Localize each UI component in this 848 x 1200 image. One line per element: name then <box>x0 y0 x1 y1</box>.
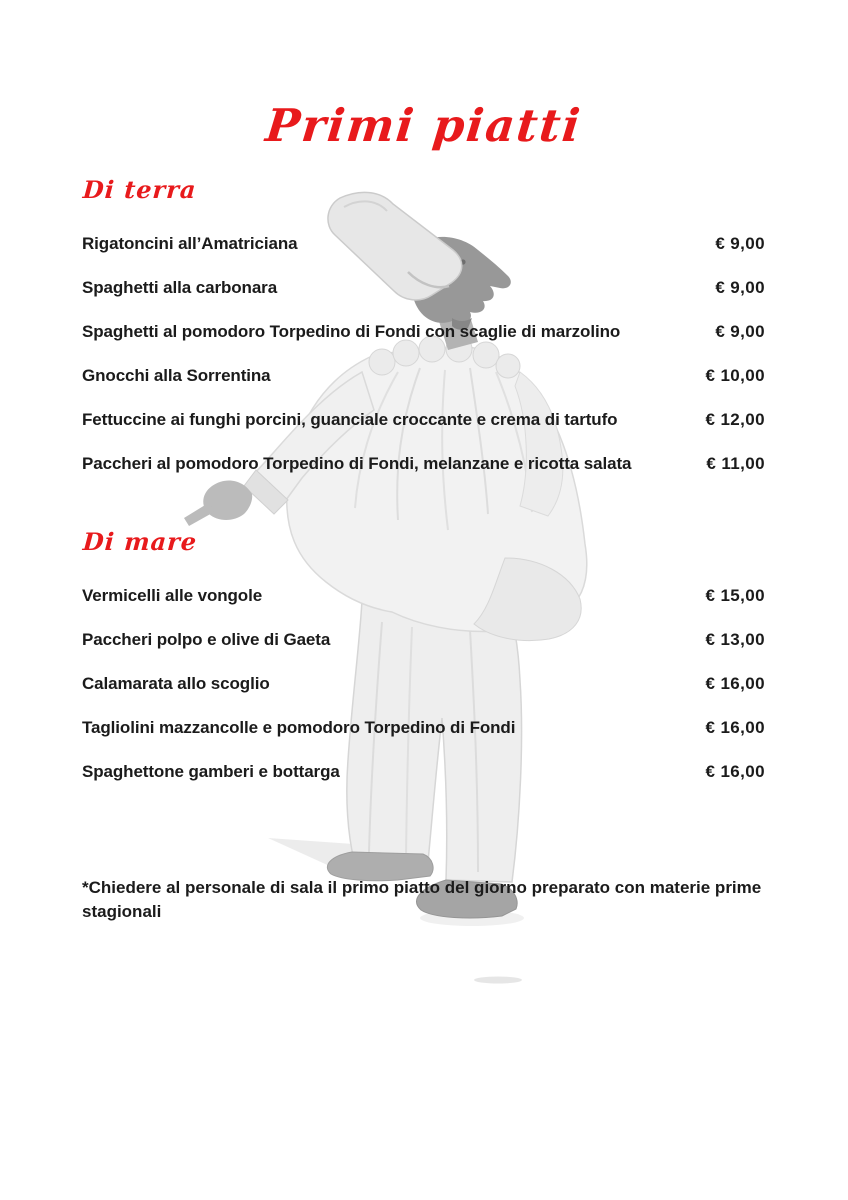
menu-item-row <box>82 366 765 386</box>
section-label-di-terra: Di terra <box>82 175 198 204</box>
menu-item-row <box>82 410 765 430</box>
section-di-mare <box>82 528 765 782</box>
menu-item-name: Spaghetti al pomodoro Torpedino di Fondi con scaglie di marzolino <box>82 322 621 341</box>
menu-item-price: € 13,00 <box>705 630 765 649</box>
section-di-terra <box>82 176 765 474</box>
menu-item-row <box>82 278 765 298</box>
menu-item-name: Spaghetti alla carbonara <box>82 278 278 297</box>
title-wrap <box>82 100 765 152</box>
menu-item-name: Rigatoncini all’Amatriciana <box>82 234 298 253</box>
menu-item-row <box>82 454 765 474</box>
menu-item-name: Calamarata allo scoglio <box>82 674 270 693</box>
footnote-line-2: stagionali <box>82 902 162 921</box>
menu-item-price: € 16,00 <box>705 674 765 693</box>
menu-item-price: € 16,00 <box>705 762 765 781</box>
menu-item-row <box>82 674 765 694</box>
menu-item-name: Tagliolini mazzancolle e pomodoro Torpedino di Fondi <box>82 718 516 737</box>
menu-item-price: € 10,00 <box>705 366 765 385</box>
menu-item-price: € 12,00 <box>705 410 765 429</box>
page-title: Primi piatti <box>263 99 585 152</box>
menu-item-row <box>82 234 765 254</box>
menu-item-name: Vermicelli alle vongole <box>82 586 263 605</box>
menu-item-price: € 16,00 <box>705 718 765 737</box>
footnote <box>82 876 765 924</box>
menu-item-price: € 9,00 <box>715 278 765 297</box>
menu-item-price: € 9,00 <box>715 234 765 253</box>
menu-item-row <box>82 718 765 738</box>
menu-item-row <box>82 762 765 782</box>
section-label-di-mare: Di mare <box>82 527 199 556</box>
menu-item-row <box>82 322 765 342</box>
menu-item-price: € 15,00 <box>705 586 765 605</box>
footnote-line-1: *Chiedere al personale di sala il primo piatto del giorno preparato con materie prime <box>82 878 762 897</box>
menu-item-price: € 9,00 <box>715 322 765 341</box>
menu-item-name: Paccheri al pomodoro Torpedino di Fondi, melanzane e ricotta salata <box>82 454 632 473</box>
menu-list-di-terra <box>82 234 765 474</box>
menu-item-price: € 11,00 <box>706 454 765 473</box>
menu-item-row <box>82 586 765 606</box>
menu-item-name: Fettuccine ai funghi porcini, guanciale croccante e crema di tartufo <box>82 410 618 429</box>
menu-list-di-mare <box>82 586 765 782</box>
menu-item-name: Spaghettone gamberi e bottarga <box>82 762 340 781</box>
menu-item-row <box>82 630 765 650</box>
menu-item-name: Gnocchi alla Sorrentina <box>82 366 271 385</box>
menu-item-name: Paccheri polpo e olive di Gaeta <box>82 630 331 649</box>
